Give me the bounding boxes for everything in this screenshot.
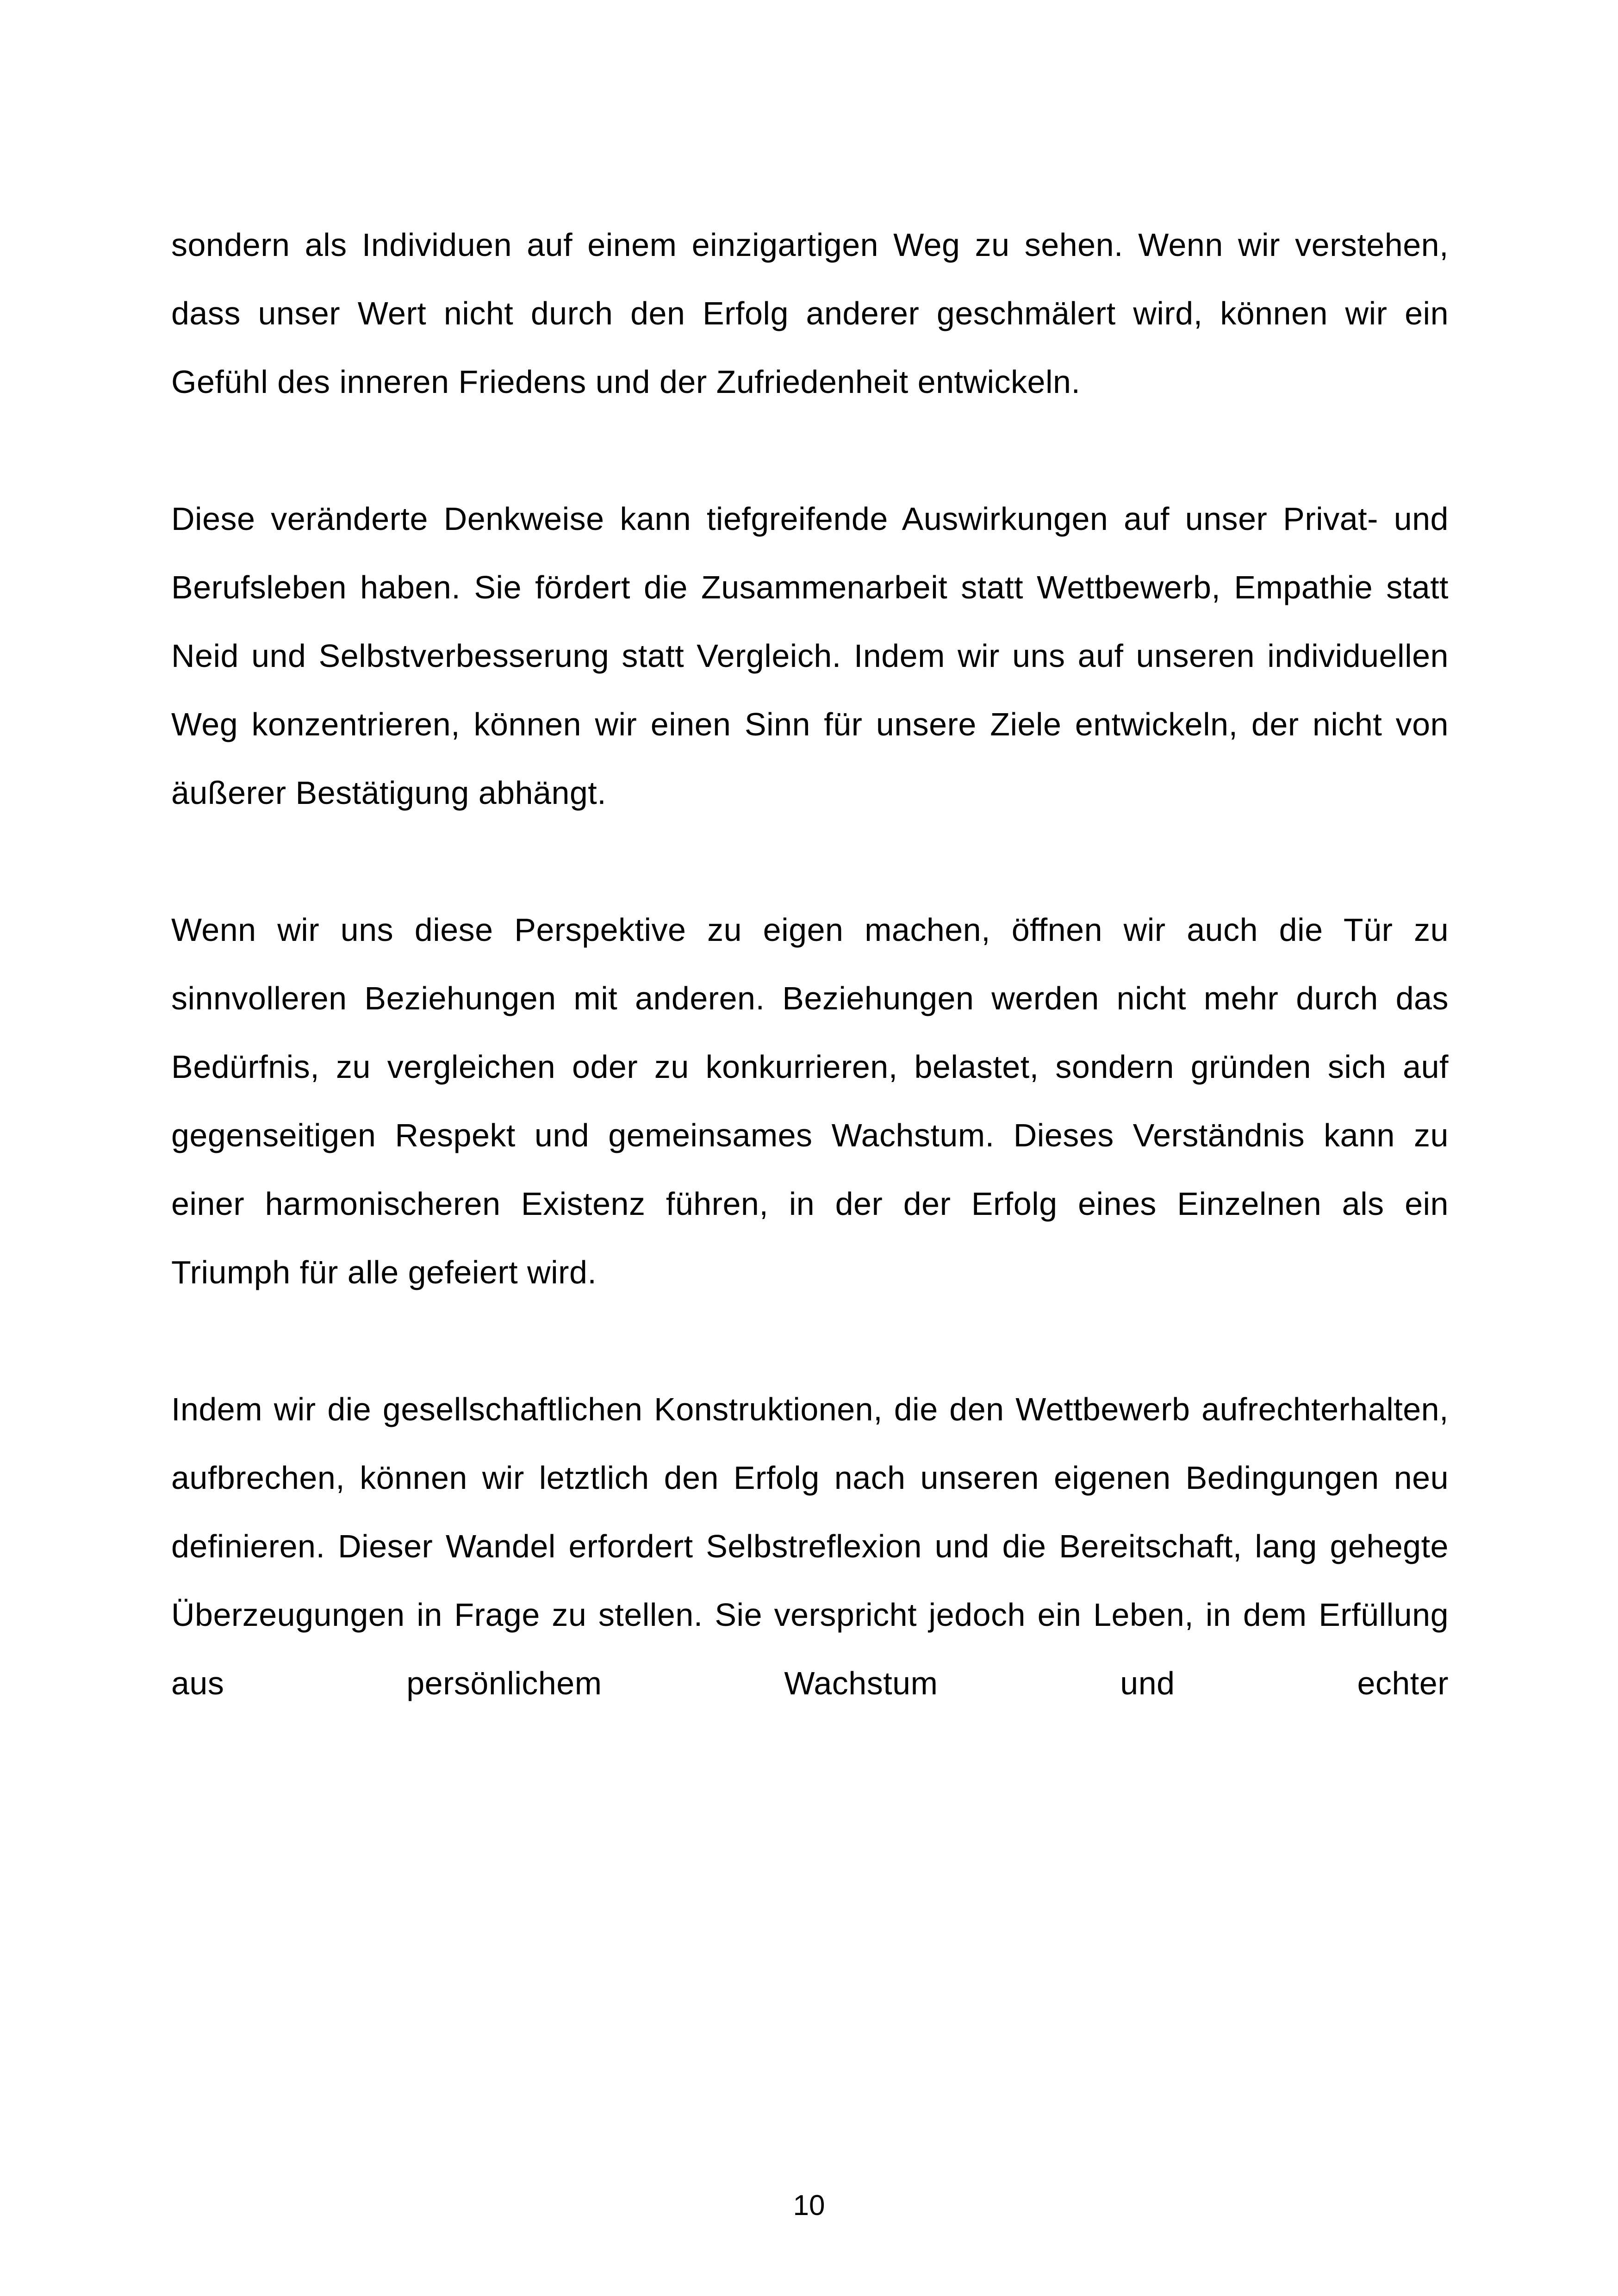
page-body bbox=[171, 211, 1449, 1717]
paragraph: Diese veränderte Denkweise kann tiefgreifende Auswirkungen auf unser Privat- und Berufsleben haben. Sie fördert die Zusammenarbeit statt Wettbewerb, Empathie statt Neid und Selbstverbesserung statt Vergleich. Indem wir uns auf unseren individuellen Weg konzentrieren, können wir einen Sinn für unsere Ziele entwickeln, der nicht von äußerer Bestätigung abhängt. bbox=[171, 501, 1449, 811]
page-number: 10 bbox=[793, 2190, 825, 2221]
paragraph: Wenn wir uns diese Perspektive zu eigen machen, öffnen wir auch die Tür zu sinnvolleren Beziehungen mit anderen. Beziehungen werden nicht mehr durch das Bedürfnis, zu vergleichen oder zu konkurrieren, belastet, sondern gründen sich auf gegenseitigen Respekt und gemeinsames Wachstum. Dieses Verständnis kann zu einer harmonischeren Existenz führen, in der der Erfolg eines Einzelnen als ein Triumph für alle gefeiert wird. bbox=[171, 912, 1449, 1290]
paragraph: Indem wir die gesellschaftlichen Konstruktionen, die den Wettbewerb aufrechterhalten, aufbrechen, können wir letztlich den Erfolg nach unseren eigenen Bedingungen neu definieren. Dieser Wandel erfordert Selbstreflexion und die Bereitschaft, lang gehegte Überzeugungen in Frage zu stellen. Sie verspricht jedoch ein Leben, in dem Erfüllung aus persönlichem Wachstum und echter bbox=[171, 1391, 1449, 1701]
paragraph: sondern als Individuen auf einem einzigartigen Weg zu sehen. Wenn wir verstehen, dass unser Wert nicht durch den Erfolg anderer geschmälert wird, können wir ein Gefühl des inneren Friedens und der Zufriedenheit entwickeln. bbox=[171, 227, 1449, 400]
